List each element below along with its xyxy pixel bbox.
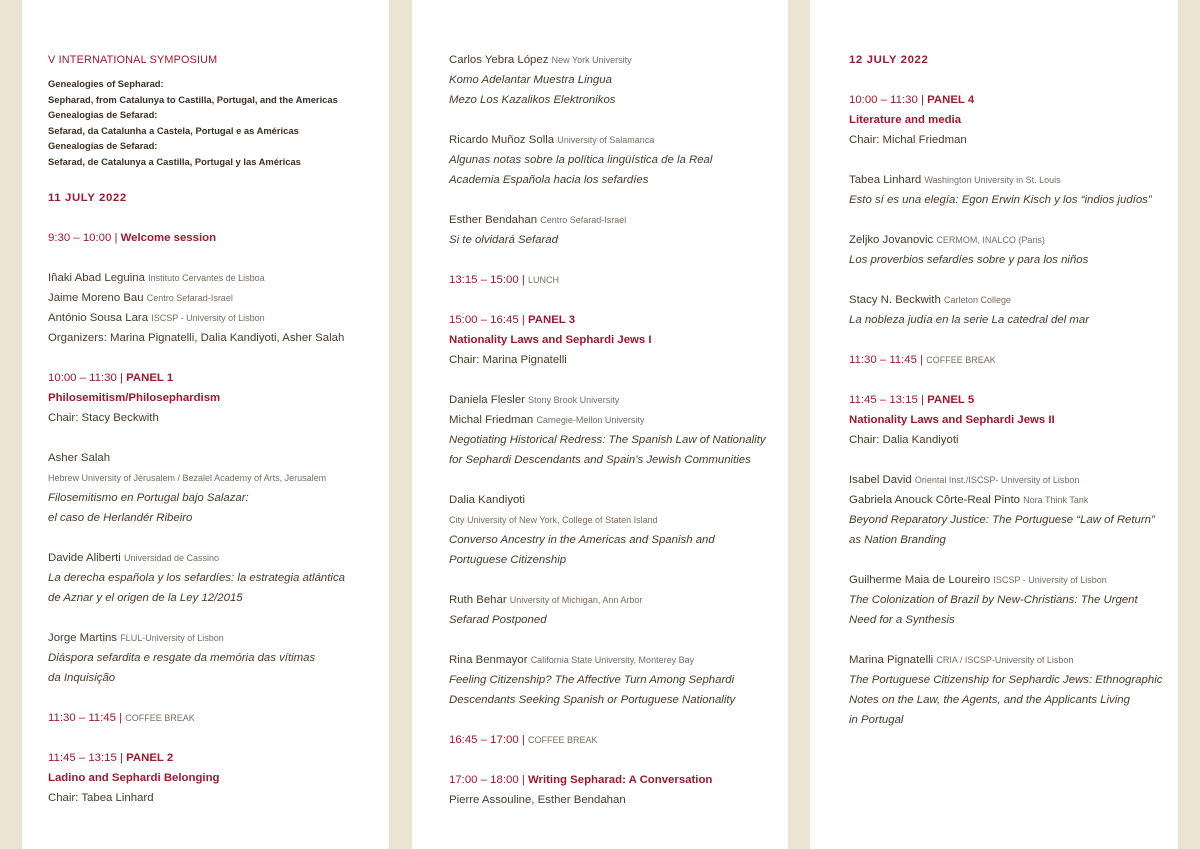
speaker [48, 288, 389, 308]
speaker-name: Daniela Flesler [449, 394, 525, 406]
session-time: 15:00 – 16:45 [449, 314, 519, 326]
speaker-name: Michal Friedman [449, 414, 534, 426]
speaker [449, 410, 788, 430]
speaker-affiliation: ISCSP - University of Lisbon [993, 575, 1107, 585]
speaker-name: Guilherme Maia de Loureiro [849, 574, 991, 586]
speaker [849, 650, 1178, 670]
speaker-affiliation: ISCSP - University of Lisbon [151, 313, 265, 323]
subtitle-line: Sefarad, de Catalunya a Castilla, Portugal y las Américas [48, 155, 301, 167]
subtitle-line: Sefarad, da Catalunha a Castela, Portugal e as Américas [48, 124, 299, 136]
speaker-name: Davide Aliberti [48, 552, 121, 564]
speaker-affiliation: California State University, Monterey Bay [530, 655, 695, 665]
panel-title: Ladino and Sephardi Belonging [48, 772, 220, 784]
speaker [48, 268, 389, 288]
talk-title: as Nation Branding [849, 534, 946, 546]
speaker-name: Isabel David [849, 474, 912, 486]
speaker-affiliation: City University of New York, College of Staten Island [449, 515, 658, 525]
speaker-affiliation: Oriental Inst./ISCSP- University of Lisbon [914, 475, 1080, 485]
break-label: COFFEE BREAK [527, 735, 598, 745]
speaker-name: Carlos Yebra López [449, 54, 549, 66]
speaker [849, 230, 1178, 250]
talk-title: Negotiating Historical Redress: The Spanish Law of Nationality [449, 434, 766, 446]
session-time: 9:30 – 10:00 [48, 232, 112, 244]
speaker-affiliation: CRIA / ISCSP-University of Lisbon [936, 655, 1074, 665]
speaker [48, 628, 389, 648]
talk-title: Descendants Seeking Spanish or Portuguese Nationality [449, 694, 736, 706]
speaker-name: António Sousa Lara [48, 312, 149, 324]
panel-4-slot: 10:00 – 11:30 | PANEL 4 [849, 94, 975, 106]
speaker-name: Esther Bendahan [449, 214, 538, 226]
lunch-slot: 13:15 – 15:00 | LUNCH [449, 274, 559, 286]
session-label: Welcome session [120, 232, 217, 244]
break-label: COFFEE BREAK [125, 713, 195, 723]
talk-title: Si te olvidará Sefarad [449, 234, 558, 246]
session-time: 11:30 – 11:45 [849, 354, 917, 366]
panel-chair: Chair: Stacy Beckwith [48, 412, 159, 424]
panel-chair: Chair: Marina Pignatelli [449, 354, 567, 366]
subtitle-line: Genealogías de Sefarad: [48, 140, 158, 151]
panel-3-slot: 15:00 – 16:45 | PANEL 3 [449, 314, 576, 326]
speaker [449, 390, 788, 410]
speaker [849, 290, 1178, 310]
speaker-affiliation: FLUL-University of Lisbon [120, 633, 224, 643]
day-two-date: 12 JULY 2022 [849, 54, 929, 66]
speaker-affiliation: Carleton College [943, 295, 1012, 305]
subtitle-line: Genealogies of Sepharad: [48, 78, 164, 89]
talk-title: in Portugal [849, 714, 904, 726]
talk-title: Diáspora sefardita e resgate da memória das vítimas [48, 652, 316, 664]
speaker-name: Iñaki Abad Leguina [48, 272, 145, 284]
talk-title: La nobleza judía en la serie La catedral del mar [849, 314, 1089, 326]
speaker-affiliation: Nora Think Tank [1023, 495, 1089, 505]
coffee-break-slot: 16:45 – 17:00 | COFFEE BREAK [449, 734, 598, 746]
speaker-affiliation: Washington University in St. Louis [924, 175, 1061, 185]
speaker-name: Gabriela Anouck Côrte-Real Pinto [849, 494, 1020, 506]
closing-session-slot: 17:00 – 18:00 | Writing Sepharad: A Conversation [449, 774, 713, 786]
talk-title: Los proverbios sefardíes sobre y para los niños [849, 254, 1089, 266]
session-time: 11:45 – 13:15 [849, 394, 918, 406]
speaker-name: Dalia Kandiyoti [449, 494, 525, 506]
speaker-affiliation: Carnegie-Mellon University [536, 415, 645, 425]
coffee-break-slot: 11:30 – 11:45 | COFFEE BREAK [849, 354, 996, 366]
panel-title: Philosemitism/Philosephardism [48, 392, 221, 404]
talk-title: Algunas notas sobre la política lingüística de la Real [449, 154, 713, 166]
break-label: COFFEE BREAK [926, 355, 996, 365]
speaker-affiliation: Stony Brook University [528, 395, 620, 405]
speaker-name: Ricardo Muñoz Solla [449, 134, 555, 146]
talk-title: Need for a Synthesis [849, 614, 955, 626]
panel-title: Nationality Laws and Sephardi Jews I [449, 334, 652, 346]
subtitle-line: Sepharad, from Catalunya to Castilla, Portugal, and the Americas [48, 93, 338, 105]
organizers: Organizers: Marina Pignatelli, Dalia Kandiyoti, Asher Salah [48, 332, 345, 344]
session-time: 16:45 – 17:00 [449, 734, 519, 746]
subtitle-line: Genealogias de Sefarad: [48, 109, 158, 120]
talk-title: Converso Ancestry in the Americas and Spanish and [449, 534, 715, 546]
speaker-affiliation: New York University [551, 55, 632, 65]
welcome-session-slot: 9:30 – 10:00 | Welcome session [48, 232, 217, 244]
session-time: 10:00 – 11:30 [48, 372, 117, 384]
talk-title: de Aznar y el origen de la Ley 12/2015 [48, 592, 243, 604]
talk-title: Notes on the Law, the Agents, and the Applicants Living [849, 694, 1130, 706]
speaker-affiliation: Hebrew University of Jerusalem / Bezalel Academy of Arts, Jerusalem [48, 473, 327, 483]
session-time: 10:00 – 11:30 [849, 94, 918, 106]
speaker [449, 130, 788, 150]
panel-chair: Chair: Tabea Linhard [48, 792, 154, 804]
speaker [48, 548, 389, 568]
day-one-date: 11 JULY 2022 [48, 192, 127, 204]
talk-title: Filosemitismo en Portugal bajo Salazar: [48, 492, 249, 504]
panel-label: PANEL 3 [527, 314, 576, 326]
program-column-3 [810, 0, 1178, 849]
speaker-name: Tabea Linhard [849, 174, 922, 186]
symposium-title: V INTERNATIONAL SYMPOSIUM [48, 54, 218, 66]
speaker-name: Asher Salah [48, 452, 111, 464]
talk-title: el caso de Herlandér Ribeiro [48, 512, 193, 524]
panel-2-slot: 11:45 – 13:15 | PANEL 2 [48, 752, 174, 764]
panel-label: PANEL 5 [927, 394, 975, 406]
talk-title: Esto sí es una elegía: Egon Erwin Kisch y los “indios judíos” [849, 194, 1152, 206]
panel-title: Nationality Laws and Sephardi Jews II [849, 414, 1055, 426]
speaker-name: Jorge Martins [48, 632, 118, 644]
talk-title: The Colonization of Brazil by New-Christians: The Urgent [849, 594, 1138, 606]
panel-chair: Chair: Dalia Kandiyoti [849, 434, 959, 446]
speaker [849, 470, 1178, 490]
speaker-name: Ruth Behar [449, 594, 507, 606]
panel-title: Literature and media [849, 114, 962, 126]
speaker [849, 570, 1178, 590]
speaker-name: Jaime Moreno Bau [48, 292, 144, 304]
session-time: 11:30 – 11:45 [48, 712, 116, 724]
speaker [48, 308, 389, 328]
speaker-affiliation: Centro Sefarad-Israel [540, 215, 627, 225]
speaker-name: Zeljko Jovanovic [849, 234, 934, 246]
program-column-2 [412, 0, 788, 849]
panel-label: PANEL 2 [126, 752, 174, 764]
talk-title: Komo Adelantar Muestra Lingua [449, 74, 612, 86]
panel-label: PANEL 4 [927, 94, 975, 106]
panel-1-slot: 10:00 – 11:30 | PANEL 1 [48, 372, 174, 384]
speaker-affiliation: CERMOM, INALCO (Paris) [936, 235, 1045, 245]
panel-chair: Chair: Michal Friedman [849, 134, 967, 146]
session-label: Writing Sepharad: A Conversation [527, 774, 713, 786]
session-time: 13:15 – 15:00 [449, 274, 519, 286]
talk-title: for Sephardi Descendants and Spain’s Jewish Communities [449, 454, 751, 466]
speaker [449, 210, 788, 230]
speaker-affiliation: University of Salamanca [557, 135, 655, 145]
speaker [449, 650, 788, 670]
speaker-name: Marina Pignatelli [849, 654, 934, 666]
panel-label: PANEL 1 [126, 372, 174, 384]
coffee-break-slot: 11:30 – 11:45 | COFFEE BREAK [48, 712, 195, 724]
talk-title: The Portuguese Citizenship for Sephardic Jews: Ethnographic [849, 674, 1163, 686]
talk-title: Academia Española hacia los sefardíes [449, 174, 649, 186]
talk-title: da Inquisição [48, 672, 116, 684]
speaker-affiliation: Universidad de Cassino [123, 553, 220, 563]
talk-title: Mezo Los Kazalikos Elektronikos [449, 94, 616, 106]
speaker-name: Rina Benmayor [449, 654, 528, 666]
closing-speakers: Pierre Assouline, Esther Bendahan [449, 794, 626, 806]
speaker [449, 50, 788, 70]
speaker-affiliation: University of Michigan, Ann Arbor [509, 595, 643, 605]
talk-title: La derecha española y los sefardíes: la estrategia atlántica [48, 572, 345, 584]
session-time: 11:45 – 13:15 [48, 752, 117, 764]
talk-title: Feeling Citizenship? The Affective Turn Among Sephardi [449, 674, 735, 686]
talk-title: Sefarad Postponed [449, 614, 547, 626]
speaker [849, 490, 1178, 510]
panel-5-slot: 11:45 – 13:15 | PANEL 5 [849, 394, 975, 406]
speaker-affiliation: Centro Sefarad-Israel [146, 293, 233, 303]
talk-title: Portuguese Citizenship [449, 554, 567, 566]
speaker [449, 590, 788, 610]
break-label: LUNCH [527, 275, 559, 285]
symposium-subtitles [48, 76, 389, 169]
speaker-name: Stacy N. Beckwith [849, 294, 941, 306]
program-column-1 [22, 0, 389, 849]
talk-title: Beyond Reparatory Justice: The Portuguese “Law of Return” [849, 514, 1155, 526]
session-time: 17:00 – 18:00 [449, 774, 519, 786]
speaker-affiliation: Instituto Cervantes de Lisboa [148, 273, 265, 283]
speaker [849, 170, 1178, 190]
